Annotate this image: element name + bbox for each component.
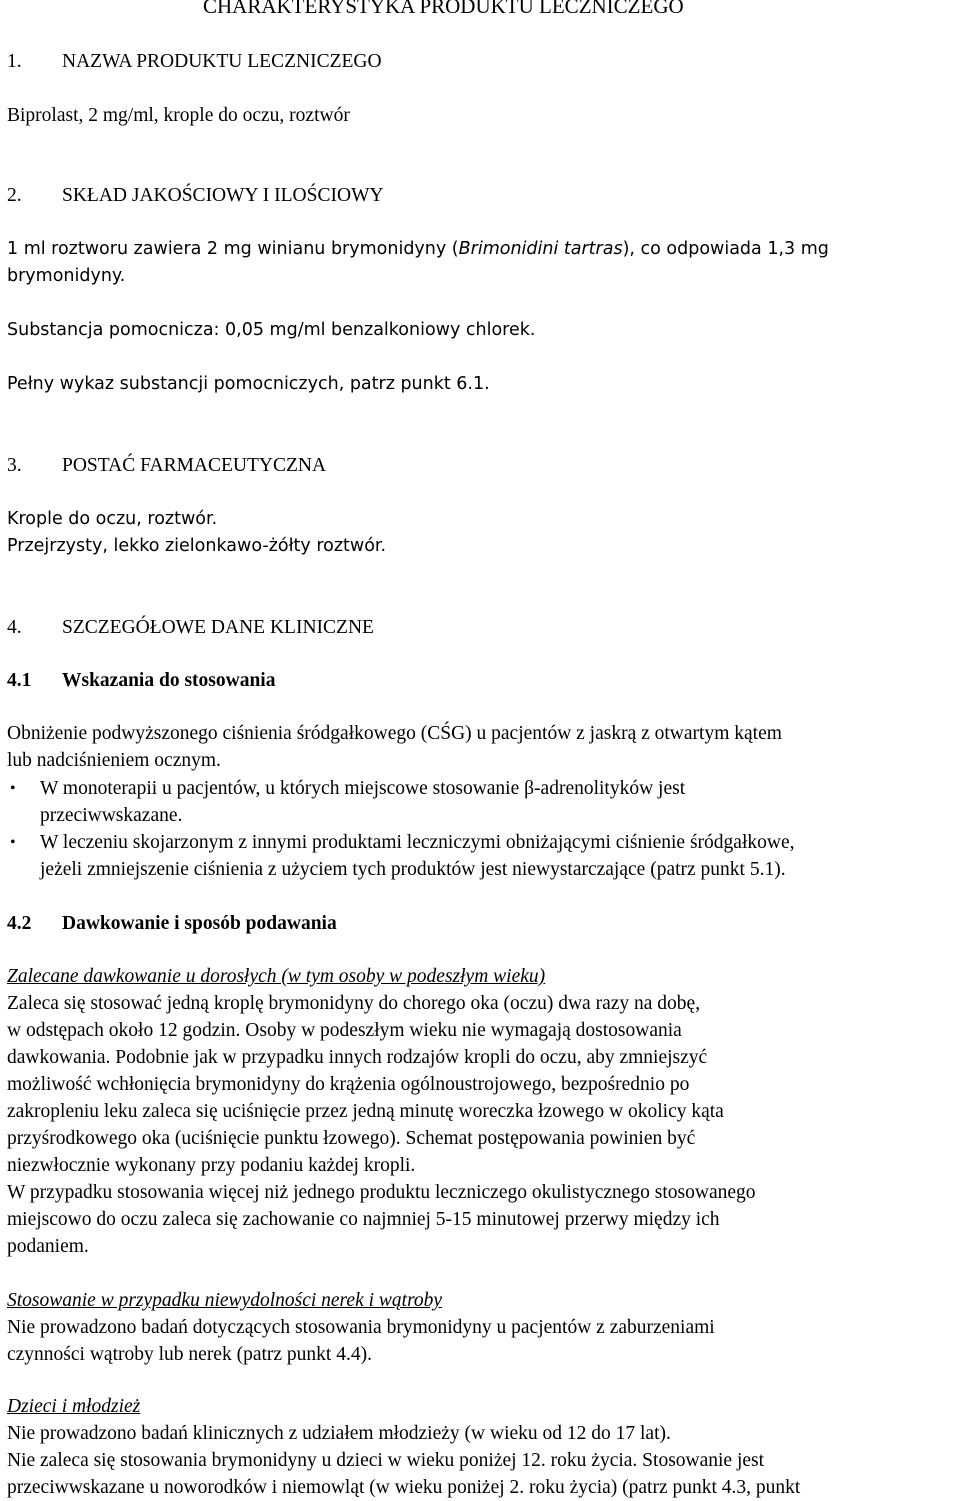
- dosing-paragraph-line: przyśrodkowego oka (uciśnięcie punktu łzowego). Schemat postępowania powinien być: [7, 1128, 696, 1149]
- dosing-paragraph-line: dawkowania. Podobnie jak w przypadku innych rodzajów kropli do oczu, aby zmniejszyć: [7, 1047, 708, 1068]
- pediatric-line: przeciwwskazane u noworodków i niemowląt (w wieku poniżej 2. roku życia) (patrz punkt 4.3, punkt: [7, 1477, 801, 1498]
- indication-line-2: lub nadciśnieniem ocznym.: [7, 750, 221, 771]
- dosing-paragraph-line: w odstępach około 12 godzin. Osoby w podeszłym wieku nie wymagają dostosowania: [7, 1020, 682, 1041]
- subsection-4-1-heading: [7, 671, 275, 691]
- section-heading-text: NAZWA PRODUKTU LECZNICZEGO: [62, 51, 382, 72]
- bullet-item-1-line-1: W monoterapii u pacjentów, u których miejscowe stosowanie β-adrenolityków jest: [40, 778, 686, 799]
- form-line-1: Krople do oczu, roztwór.: [7, 509, 218, 529]
- section-number: 1.: [7, 51, 22, 72]
- section-number: 4.: [7, 617, 22, 638]
- dosing-paragraph-line: W przypadku stosowania więcej niż jednego produktu leczniczego okulistycznego stosowanego: [7, 1182, 756, 1203]
- dosing-paragraph-line: zakropleniu leku zaleca się uciśnięcie przez jedną minutę woreczka łzowego w okolicy kąta: [7, 1101, 724, 1122]
- section-1-heading: [7, 52, 382, 72]
- composition-line-1: [7, 241, 829, 259]
- dosing-adults-subheading: Zalecane dawkowanie u dorosłych (w tym osoby w podeszłym wieku): [7, 966, 546, 987]
- composition-text: 1 ml roztworu zawiera 2 mg winianu brymonidyny (: [7, 239, 459, 259]
- dosing-paragraph-line: miejscowo do oczu zaleca się zachowanie co najmniej 5-15 minutowej przerwy między ich: [7, 1209, 720, 1230]
- section-heading-text: POSTAĆ FARMACEUTYCZNA: [62, 455, 327, 476]
- subsection-number: 4.2: [7, 913, 32, 934]
- dosing-paragraph-line: Zaleca się stosować jedną kroplę brymonidyny do chorego oka (oczu) dwa razy na dobę,: [7, 993, 701, 1014]
- dosing-paragraph-line: niezwłocznie wykonany przy podaniu każdej kropli.: [7, 1155, 416, 1176]
- dosing-paragraph-line: podaniem.: [7, 1236, 89, 1257]
- bullet-icon: •: [10, 834, 16, 851]
- subsection-number: 4.1: [7, 670, 32, 691]
- section-heading-text: SKŁAD JAKOŚCIOWY I ILOŚCIOWY: [62, 185, 384, 206]
- bullet-item-2-line-2: jeżeli zmniejszenie ciśnienia z użyciem tych produktów jest niewystarczające (patrz punkt 5.1).: [40, 859, 786, 880]
- renal-hepatic-line: czynności wątroby lub nerek (patrz punkt 4.4).: [7, 1344, 372, 1365]
- section-4-heading: [7, 618, 374, 638]
- pediatric-subheading: Dzieci i młodzież: [7, 1396, 141, 1417]
- pediatric-line: Nie zaleca się stosowania brymonidyny u dzieci w wieku poniżej 12. roku życia. Stosowanie jest: [7, 1450, 765, 1471]
- subsection-heading-text: Wskazania do stosowania: [62, 670, 276, 691]
- dosing-paragraph-line: możliwość wchłonięcia brymonidyny do krążenia ogólnoustrojowego, bezpośrednio po: [7, 1074, 690, 1095]
- section-number: 2.: [7, 185, 22, 206]
- renal-hepatic-subheading: Stosowanie w przypadku niewydolności nerek i wątroby: [7, 1290, 443, 1311]
- bullet-item-2-line-1: W leczeniu skojarzonym z innymi produktami leczniczymi obniżającymi ciśnienie śródgałkowe,: [40, 832, 795, 853]
- pediatric-line: Nie prowadzono badań klinicznych z udziałem młodzieży (w wieku od 12 do 17 lat).: [7, 1423, 671, 1444]
- document-title: CHARAKTERYSTYKA PRODUKTU LECZNICZEGO: [203, 0, 684, 18]
- subsection-heading-text: Dawkowanie i sposób podawania: [62, 913, 337, 934]
- indication-line-1: Obniżenie podwyższonego ciśnienia śródgałkowego (CŚG) u pacjentów z jaskrą z otwartym kątem: [7, 723, 782, 744]
- bullet-item-1-line-2: przeciwwskazane.: [40, 805, 183, 826]
- latin-name: Brimonidini tartras: [458, 239, 623, 259]
- section-number: 3.: [7, 455, 22, 476]
- section-heading-text: SZCZEGÓŁOWE DANE KLINICZNE: [62, 617, 374, 638]
- composition-text-end: ), co odpowiada 1,3 mg: [622, 239, 829, 259]
- form-line-2: Przejrzysty, lekko zielonkawo-żółty roztwór.: [7, 536, 387, 556]
- excipient-line: Substancja pomocnicza: 0,05 mg/ml benzalkoniowy chlorek.: [7, 320, 536, 340]
- renal-hepatic-line: Nie prowadzono badań dotyczących stosowania brymonidyny u pacjentów z zaburzeniami: [7, 1317, 715, 1338]
- section-3-heading: [7, 456, 326, 476]
- section-2-heading: [7, 186, 384, 206]
- subsection-4-2-heading: [7, 914, 337, 934]
- product-name: Biprolast, 2 mg/ml, krople do oczu, roztwór: [7, 105, 350, 126]
- excipient-reference: Pełny wykaz substancji pomocniczych, patrz punkt 6.1.: [7, 374, 490, 394]
- bullet-icon: •: [10, 780, 16, 797]
- composition-line-2: brymonidyny.: [7, 266, 126, 286]
